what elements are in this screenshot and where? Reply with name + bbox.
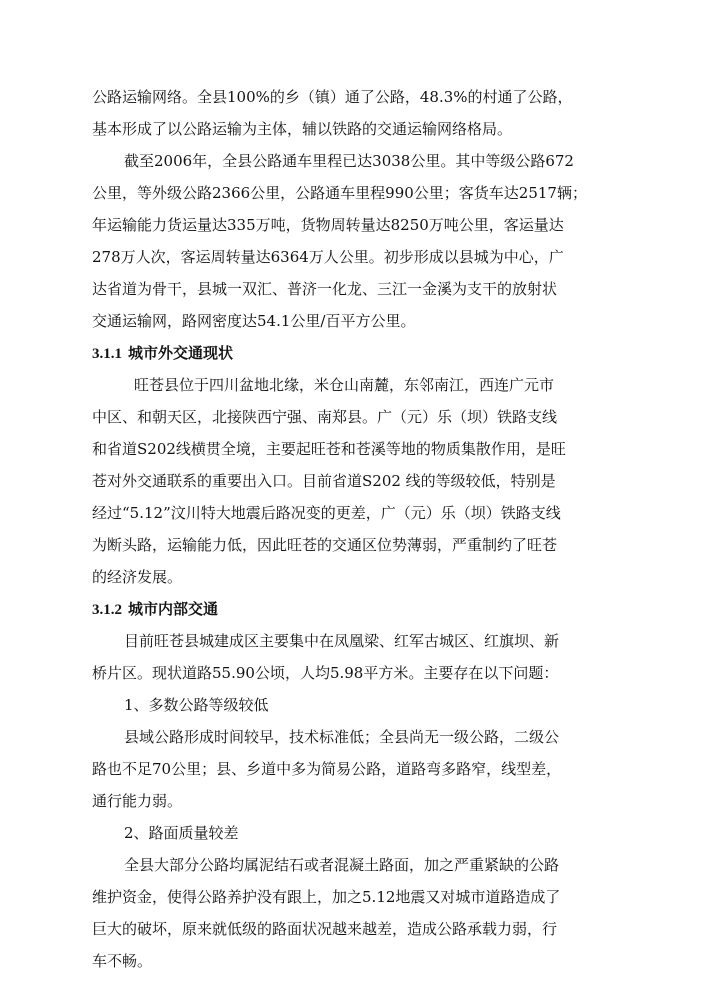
section-title: 城市外交通现状 — [128, 344, 234, 362]
paragraph-line: 全县大部分公路均属泥结石或者混凝土路面，加之严重紧缺的公路 — [124, 856, 560, 874]
section-number: 3.1.1 — [92, 346, 122, 362]
paragraph-line: 公里，等外级公路2366公里，公路通车里程990公里；客货车达2517辆； — [92, 184, 587, 202]
paragraph-line: 达省道为骨干，县城一双汇、普济一化龙、三江一金溪为支干的放射状 — [92, 280, 558, 298]
paragraph-line: 的经济发展。 — [92, 568, 183, 586]
paragraph-line: 路也不足70公里；县、乡道中多为简易公路，道路弯多路窄，线型差， — [92, 760, 562, 778]
paragraph-line: 桥片区。现状道路55.90公顷，人均5.98平方米。主要存在以下问题： — [92, 664, 559, 682]
list-item-heading: 1、多数公路等级较低 — [124, 696, 269, 714]
paragraph-line: 通行能力弱。 — [92, 792, 183, 810]
paragraph-line: 基本形成了以公路运输为主体，辅以铁路的交通运输网络格局。 — [92, 120, 513, 138]
section-number: 3.1.2 — [92, 602, 122, 618]
paragraph-line: 中区、和朝天区，北接陕西宁强、南郑县。广（元）乐（坝）铁路支线 — [92, 408, 558, 426]
paragraph-line: 278万人次，客运周转量达6364万人公里。初步形成以县城为中心，广 — [92, 248, 564, 266]
paragraph-line: 旺苍县位于四川盆地北缘，米仓山南麓，东邻南江，西连广元市 — [134, 376, 555, 394]
paragraph-line: 截至2006年，全县公路通车里程已达3038公里。其中等级公路672 — [124, 152, 574, 170]
paragraph-line: 年运输能力货运量达335万吨，货物周转量达8250万吨公里，客运量达 — [92, 216, 564, 234]
paragraph-line: 维护资金，使得公路养护没有跟上，加之5.12地震又对城市道路造成了 — [92, 888, 561, 906]
paragraph-line: 苍对外交通联系的重要出入口。目前省道S202 线的等级较低，特别是 — [92, 472, 556, 490]
section-heading-3-1-2 — [92, 599, 218, 620]
section-title: 城市内部交通 — [128, 600, 219, 618]
paragraph-line: 为断头路，运输能力低，因此旺苍的交通区位势薄弱，严重制约了旺苍 — [92, 536, 558, 554]
paragraph-line: 交通运输网，路网密度达54.1公里/百平方公里。 — [92, 312, 416, 330]
paragraph-line: 目前旺苍县城建成区主要集中在凤凰梁、红军古城区、红旗坝、新 — [124, 632, 560, 650]
paragraph-line: 巨大的破坏，原来就低级的路面状况越来越差，造成公路承载力弱，行 — [92, 920, 558, 938]
paragraph-line: 车不畅。 — [92, 952, 153, 970]
paragraph-line: 经过“5.12”汶川特大地震后路况变的更差，广（元）乐（坝）铁路支线 — [92, 504, 561, 522]
paragraph-line: 公路运输网络。全县100%的乡（镇）通了公路，48.3%的村通了公路， — [92, 88, 573, 106]
paragraph-line: 和省道S202线横贯全境，主要起旺苍和苍溪等地的物质集散作用，是旺 — [92, 440, 566, 458]
list-item-heading: 2、路面质量较差 — [124, 824, 239, 842]
paragraph-line: 县域公路形成时间较早，技术标准低；全县尚无一级公路，二级公 — [124, 728, 560, 746]
section-heading-3-1-1 — [92, 343, 233, 364]
